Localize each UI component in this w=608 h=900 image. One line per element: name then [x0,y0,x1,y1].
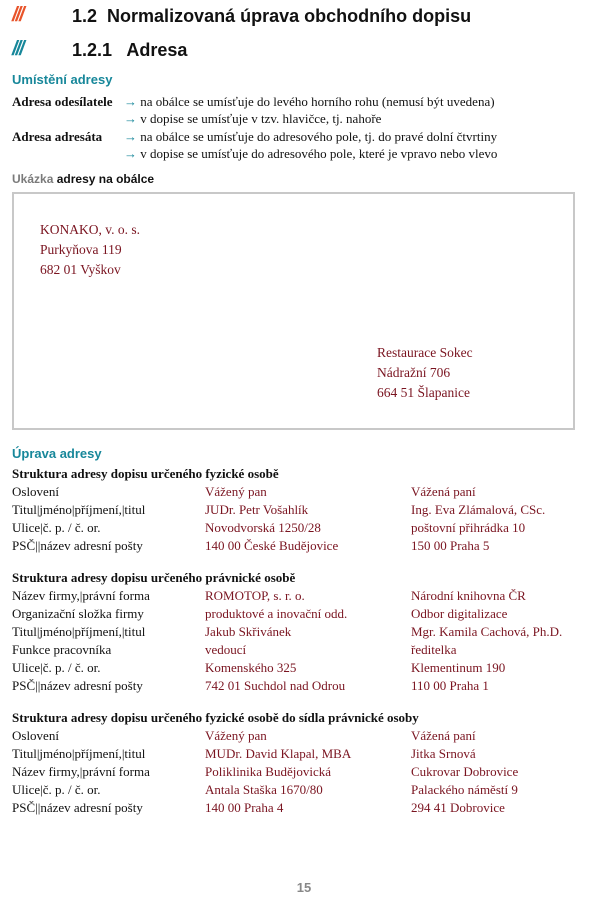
table3-row3-label: Název firmy,|právní forma [12,764,150,779]
envelope-sender [40,220,140,280]
sample-heading [12,172,154,186]
heading1-marker: /// [12,4,23,26]
envelope-box [12,192,575,430]
sender-label-row [12,94,113,110]
sender-line-1 [124,94,495,110]
table2-row3-value1: Jakub Skřivánek [205,624,292,639]
recipient-label-row [12,129,102,145]
arrow-icon: → [124,111,137,126]
recipient-line-2-text: v dopise se umísťuje do adresového pole, které je vpravo nebo vlevo [140,146,498,161]
table2-row6-value1: 742 01 Suchdol nad Odrou [205,678,346,693]
table3-row4-value2: Palackého náměstí 9 [411,782,518,797]
table2-row5-label: Ulice|č. p. / č. or. [12,660,101,675]
table2-row2-value1: produktové a inovační odd. [205,606,348,621]
table3-row1-value2: Vážená paní [411,728,476,743]
sender-name: KONAKO, v. o. s. [40,222,140,237]
recipient-street: Nádražní 706 [377,365,451,380]
table1-row4-value1: 140 00 České Budějovice [205,538,339,553]
table3-row2-value2: Jitka Srnová [411,746,476,761]
arrow-icon: → [124,129,137,144]
table3-row4-label: Ulice|č. p. / č. or. [12,782,101,797]
table1-row4-value2: 150 00 Praha 5 [411,538,490,553]
table1-row1-value2: Vážená paní [411,484,476,499]
table3-row1-label: Oslovení [12,728,59,743]
table1-row4-label: PSČ||název adresní pošty [12,538,143,553]
sender-street: Purkyňova 119 [40,242,122,257]
table1-row1-value1: Vážený pan [205,484,267,499]
sender-line-2-text: v dopise se umísťuje v tzv. hlavičce, tj. nahoře [140,111,382,126]
page-number: 15 [296,880,312,895]
table2-row1-label: Název firmy,|právní forma [12,588,150,603]
table1-row3-label: Ulice|č. p. / č. or. [12,520,101,535]
table1-title: Struktura adresy dopisu určeného fyzické osobě [12,466,279,481]
sender-label: Adresa odesílatele [12,94,113,109]
table1-row1-label: Oslovení [12,484,59,499]
envelope-recipient [377,343,473,403]
heading2-number: 1.2.1 [72,40,113,60]
heading2-title: Adresa [126,40,188,60]
table1-row2-label: Titul|jméno|příjmení,|titul [12,502,146,517]
recipient-line-1-text: na obálce se umísťuje do adresového pole, tj. do pravé dolní čtvrtiny [140,129,498,144]
table2-row3-value2: Mgr. Kamila Cachová, Ph.D. [411,624,563,639]
heading1-number: 1.2 [72,6,98,26]
table1-row2-value1: JUDr. Petr Vošahlík [205,502,309,517]
sender-line-1-text: na obálce se umísťuje do levého horního rohu (nemusí být uvedena) [140,94,495,109]
table3-row3-value1: Poliklinika Budějovická [205,764,332,779]
table2-title: Struktura adresy dopisu určeného právnické osobě [12,570,296,585]
table2-row4-value2: ředitelka [411,642,457,657]
sender-city: 682 01 Vyškov [40,262,121,277]
arrow-icon: → [124,146,137,161]
sample-title: adresy na obálce [56,172,155,186]
recipient-name: Restaurace Sokec [377,345,473,360]
table2-row6-value2: 110 00 Praha 1 [411,678,489,693]
table2-row1-value1: ROMOTOP, s. r. o. [205,588,305,603]
table3-row5-value1: 140 00 Praha 4 [205,800,284,815]
table3-row5-value2: 294 41 Dobrovice [411,800,505,815]
sender-line-2 [124,111,381,127]
table2-row4-label: Funkce pracovníka [12,642,112,657]
table3-row2-label: Titul|jméno|příjmení,|titul [12,746,146,761]
table1-row3-value2: poštovní přihrádka 10 [411,520,526,535]
table3-row2-value1: MUDr. David Klapal, MBA [205,746,352,761]
table1-row3-value1: Novodvorská 1250/28 [205,520,321,535]
recipient-label: Adresa adresáta [12,129,103,144]
table3-row4-value1: Antala Staška 1670/80 [205,782,323,797]
table3-row3-value2: Cukrovar Dobrovice [411,764,519,779]
table2-row6-label: PSČ||název adresní pošty [12,678,143,693]
table2-row1-value2: Národní knihovna ČR [411,588,526,603]
heading2 [72,40,187,61]
sample-prefix: Ukázka [12,172,54,186]
table2-row5-value2: Klementinum 190 [411,660,506,675]
table2-row5-value1: Komenského 325 [205,660,297,675]
recipient-line-1 [124,129,497,145]
table2-row2-value2: Odbor digitalizace [411,606,508,621]
arrow-icon: → [124,94,137,109]
table2-row4-value1: vedoucí [205,642,247,657]
heading1-title: Normalizovaná úprava obchodního dopisu [107,6,472,26]
heading2-marker: /// [12,38,23,60]
recipient-line-2 [124,146,497,162]
table3-row5-label: PSČ||název adresní pošty [12,800,143,815]
table2-row3-label: Titul|jméno|příjmení,|titul [12,624,146,639]
table3-row1-value1: Vážený pan [205,728,267,743]
heading1 [72,6,471,27]
table1-row2-value2: Ing. Eva Zlámalová, CSc. [411,502,546,517]
table2-row2-label: Organizační složka firmy [12,606,144,621]
table3-title: Struktura adresy dopisu určeného fyzické osobě do sídla právnické osoby [12,710,419,725]
recipient-city: 664 51 Šlapanice [377,385,470,400]
placement-title: Umístění adresy [12,72,113,87]
format-title: Úprava adresy [12,446,102,461]
